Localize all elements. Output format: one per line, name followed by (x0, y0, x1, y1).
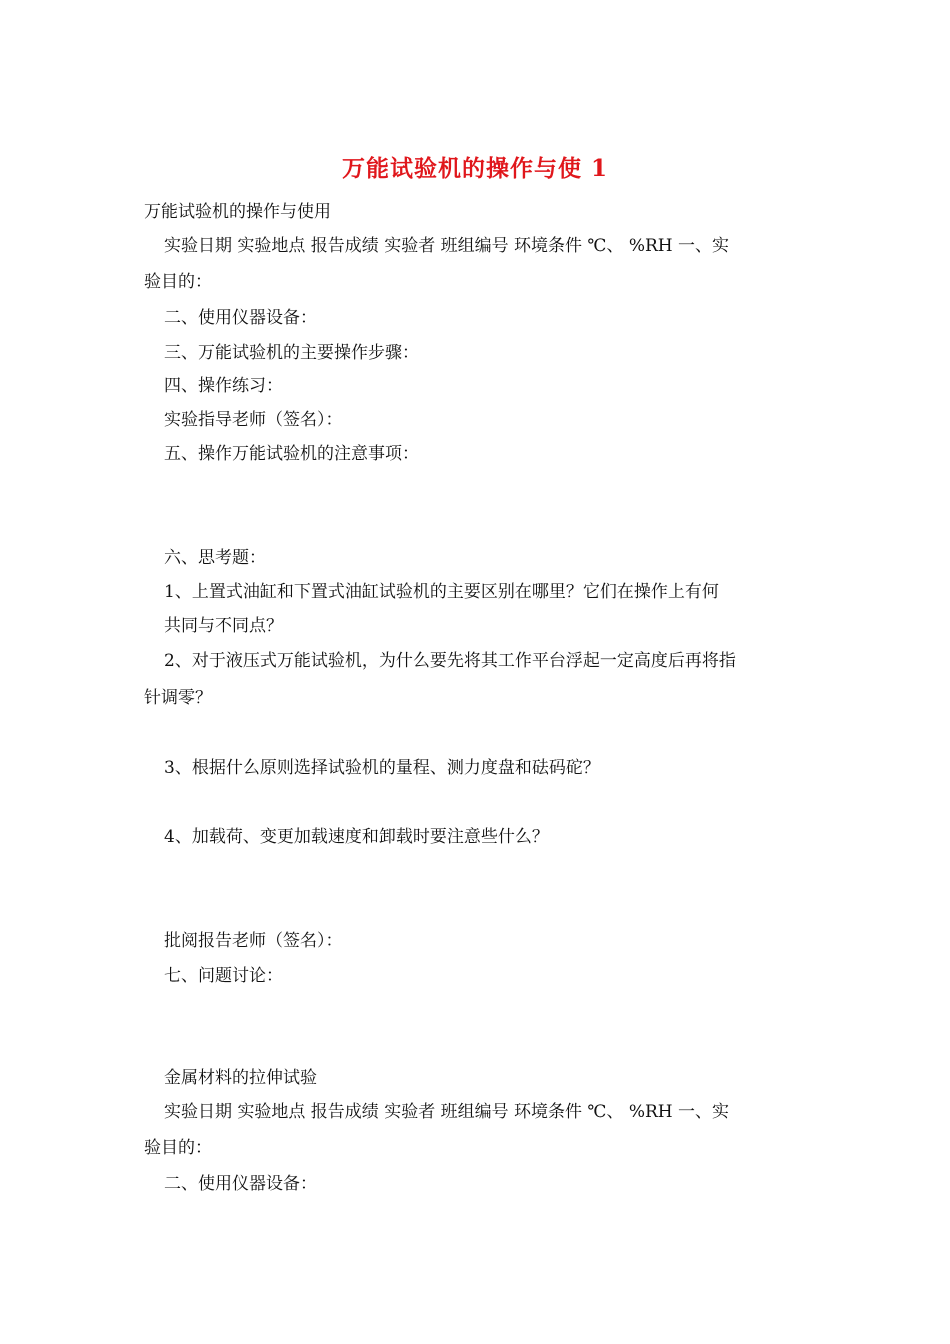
section-3-heading: 三、万能试验机的主要操作步骤： (164, 343, 419, 363)
second-experiment-purpose-line: 验目的： (144, 1138, 212, 1158)
question-1-line-1: 1、上置式油缸和下置式油缸试验机的主要区别在哪里？它们在操作上有何 (164, 582, 719, 602)
section-6-heading: 六、思考题： (164, 548, 266, 568)
reviewer-signature-line: 批阅报告老师（签名）： (164, 931, 343, 951)
second-experiment-info-line: 实验日期 实验地点 报告成绩 实验者 班组编号 环境条件 ℃、 %RH 一、实 (164, 1102, 730, 1122)
document-title: 万能试验机的操作与使 1 (341, 155, 608, 182)
instructor-signature-line: 实验指导老师（签名）： (164, 410, 343, 430)
question-2-line-1: 2、对于液压式万能试验机，为什么要先将其工作平台浮起一定高度后再将指 (164, 651, 736, 671)
experiment-purpose-line: 验目的： (144, 272, 212, 292)
section-5-heading: 五、操作万能试验机的注意事项： (164, 444, 419, 464)
subtitle-line: 万能试验机的操作与使用 (144, 202, 331, 222)
experiment-info-line: 实验日期 实验地点 报告成绩 实验者 班组编号 环境条件 ℃、 %RH 一、实 (164, 236, 730, 256)
second-section-2-heading: 二、使用仪器设备： (164, 1174, 317, 1194)
question-3-line: 3、根据什么原则选择试验机的量程、测力度盘和砝码砣？ (164, 758, 600, 778)
question-4-line: 4、加载荷、变更加载速度和卸载时要注意些什么？ (164, 827, 549, 847)
section-2-heading: 二、使用仪器设备： (164, 308, 317, 328)
question-1-line-2: 共同与不同点？ (164, 616, 283, 636)
section-7-heading: 七、问题讨论： (164, 966, 283, 986)
section-4-heading: 四、操作练习： (164, 376, 283, 396)
question-2-line-2: 针调零？ (144, 688, 212, 708)
second-experiment-title: 金属材料的拉伸试验 (164, 1068, 317, 1088)
